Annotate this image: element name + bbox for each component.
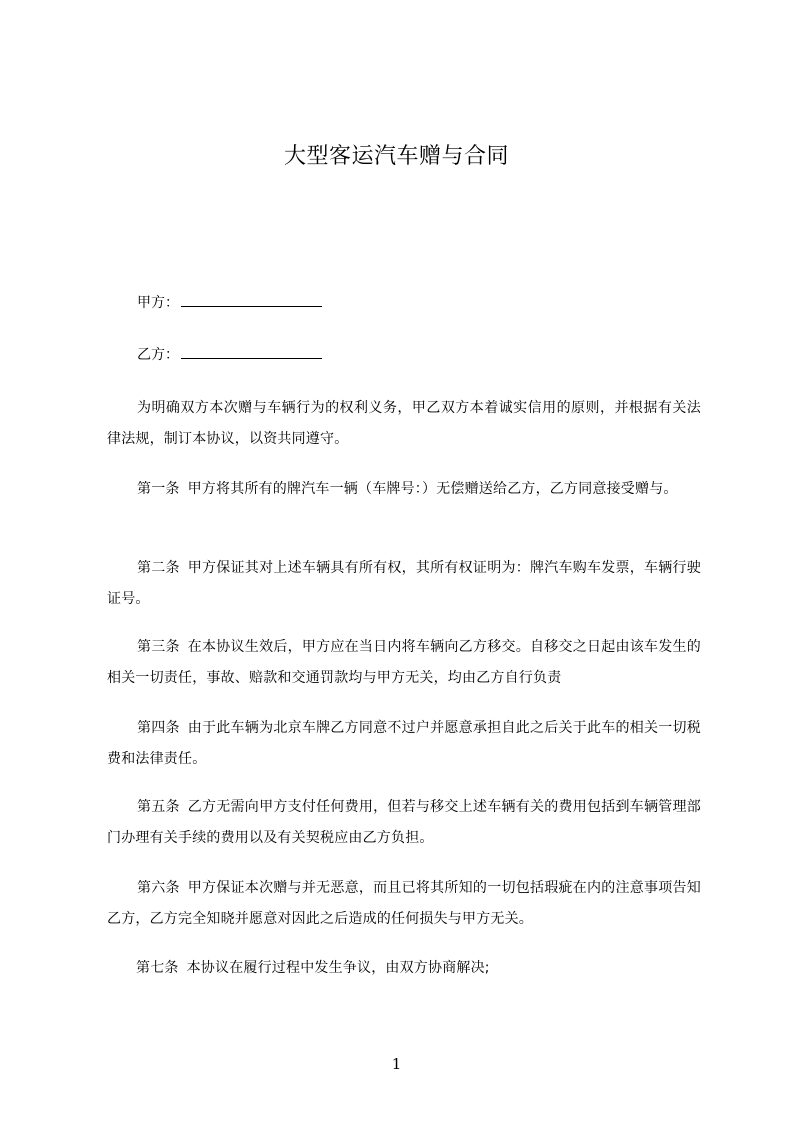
clause-7-label: 第七条 — [136, 960, 179, 976]
clause-6-text: 甲方保证本次赠与并无恶意，而且已将其所知的一切包括瑕疵在内的注意事项告知乙方，乙方完全知晓并愿意对因此之后造成的任何损失与甲方无关。 — [107, 880, 701, 927]
party-b-label: 乙方： — [137, 347, 179, 363]
clause-5-label: 第五条 — [137, 799, 180, 815]
party-b-blank — [181, 344, 322, 359]
clause-3-text: 在本协议生效后，甲方应在当日内将车辆向乙方移交。自移交之日起由该车发生的相关一切责任，事故、赔款和交通罚款均与甲方无关，均由乙方自行负责 — [107, 639, 701, 686]
clause-4-label: 第四条 — [137, 720, 180, 736]
clause-1-label: 第一条 — [137, 481, 180, 497]
document-title: 大型客运汽车赠与合同 — [283, 144, 509, 169]
clause-5 — [107, 792, 701, 854]
page-number: 1 — [391, 1055, 402, 1073]
clause-6-label: 第六条 — [137, 880, 180, 896]
clause-7-text: 本协议在履行过程中发生争议，由双方协商解决; — [186, 960, 490, 976]
clause-2-text: 甲方保证其对上述车辆具有所有权，其所有权证明为：牌汽车购车发票，车辆行驶证号。 — [107, 560, 701, 607]
party-a-line — [137, 292, 322, 313]
intro-paragraph: 为明确双方本次赠与车辆行为的权利义务，甲乙双方本着诚实信用的原则，并根据有关法律法规，制订本协议，以资共同遵守。 — [107, 400, 701, 447]
party-a-label: 甲方： — [137, 295, 179, 311]
party-a-blank — [181, 292, 322, 307]
clause-6 — [107, 873, 701, 935]
clause-7 — [107, 953, 701, 984]
clause-1 — [107, 474, 701, 505]
clause-5-text: 乙方无需向甲方支付任何费用，但若与移交上述车辆有关的费用包括到车辆管理部门办理有关手续的费用以及有关契税应由乙方负担。 — [107, 799, 701, 846]
clause-1-text: 甲方将其所有的牌汽车一辆（车牌号：）无偿赠送给乙方，乙方同意接受赠与。 — [187, 481, 678, 497]
clause-3 — [107, 632, 701, 694]
clause-2-label: 第二条 — [137, 560, 180, 576]
clause-3-label: 第三条 — [137, 639, 180, 655]
clause-4-text: 由于此车辆为北京车牌乙方同意不过户并愿意承担自此之后关于此车的相关一切税费和法律责任。 — [107, 720, 701, 767]
clause-4 — [107, 713, 701, 775]
clause-2 — [107, 553, 701, 615]
party-b-line — [137, 344, 322, 365]
